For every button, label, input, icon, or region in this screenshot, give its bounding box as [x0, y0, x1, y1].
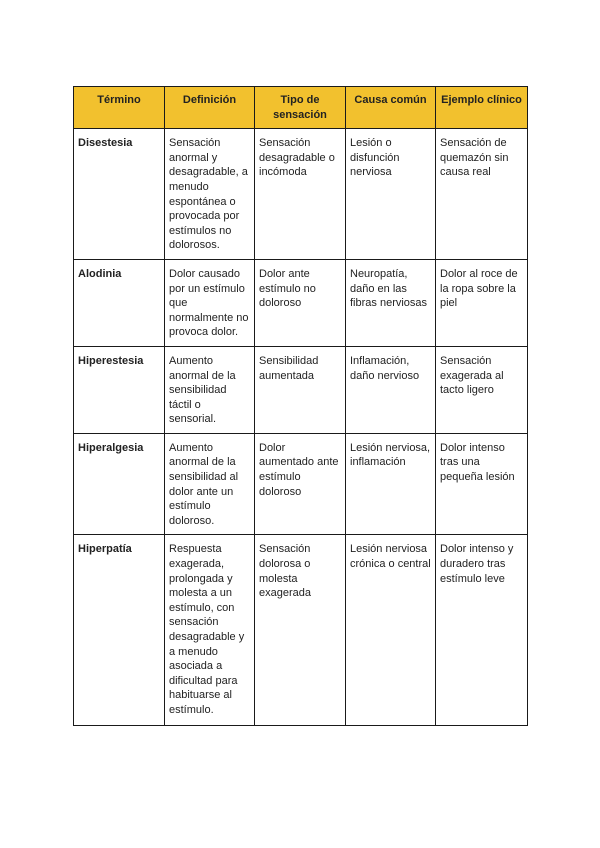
header-common-cause: Causa común	[346, 87, 436, 129]
cause-cell: Lesión o disfunción nerviosa	[346, 129, 436, 260]
sensation-type-cell: Sensación desagradable o incómoda	[255, 129, 346, 260]
table-row	[74, 433, 528, 535]
sensation-terms-table	[73, 86, 528, 726]
definition-cell: Respuesta exagerada, prolongada y molesta a un estímulo, con sensación desagradable y a menudo asociada a dificultad para habituarse al estímulo.	[165, 535, 255, 726]
header-term: Término	[74, 87, 165, 129]
header-row	[74, 87, 528, 129]
cause-cell: Lesión nerviosa, inflamación	[346, 433, 436, 535]
table-row	[74, 535, 528, 726]
cause-cell: Inflamación, daño nervioso	[346, 346, 436, 433]
header-clinical-example: Ejemplo clínico	[436, 87, 528, 129]
example-cell: Sensación de quemazón sin causa real	[436, 129, 528, 260]
table-row	[74, 129, 528, 260]
table-row	[74, 259, 528, 346]
definition-cell: Aumento anormal de la sensibilidad táctil o sensorial.	[165, 346, 255, 433]
header-sensation-type: Tipo de sensación	[255, 87, 346, 129]
term-cell: Hiperpatía	[74, 535, 165, 726]
sensation-type-cell: Dolor aumentado ante estímulo doloroso	[255, 433, 346, 535]
sensation-type-cell: Sensibilidad aumentada	[255, 346, 346, 433]
definition-cell: Aumento anormal de la sensibilidad al dolor ante un estímulo doloroso.	[165, 433, 255, 535]
cause-cell: Lesión nerviosa crónica o central	[346, 535, 436, 726]
example-cell: Dolor intenso y duradero tras estímulo leve	[436, 535, 528, 726]
example-cell: Dolor intenso tras una pequeña lesión	[436, 433, 528, 535]
sensation-type-cell: Dolor ante estímulo no doloroso	[255, 259, 346, 346]
term-cell: Alodinia	[74, 259, 165, 346]
header-definition: Definición	[165, 87, 255, 129]
cause-cell: Neuropatía, daño en las fibras nerviosas	[346, 259, 436, 346]
definition-cell: Dolor causado por un estímulo que normalmente no provoca dolor.	[165, 259, 255, 346]
table-row	[74, 346, 528, 433]
example-cell: Sensación exagerada al tacto ligero	[436, 346, 528, 433]
term-cell: Disestesia	[74, 129, 165, 260]
sensation-type-cell: Sensación dolorosa o molesta exagerada	[255, 535, 346, 726]
example-cell: Dolor al roce de la ropa sobre la piel	[436, 259, 528, 346]
definition-cell: Sensación anormal y desagradable, a menudo espontánea o provocada por estímulos no dolorosos.	[165, 129, 255, 260]
term-cell: Hiperalgesia	[74, 433, 165, 535]
term-cell: Hiperestesia	[74, 346, 165, 433]
